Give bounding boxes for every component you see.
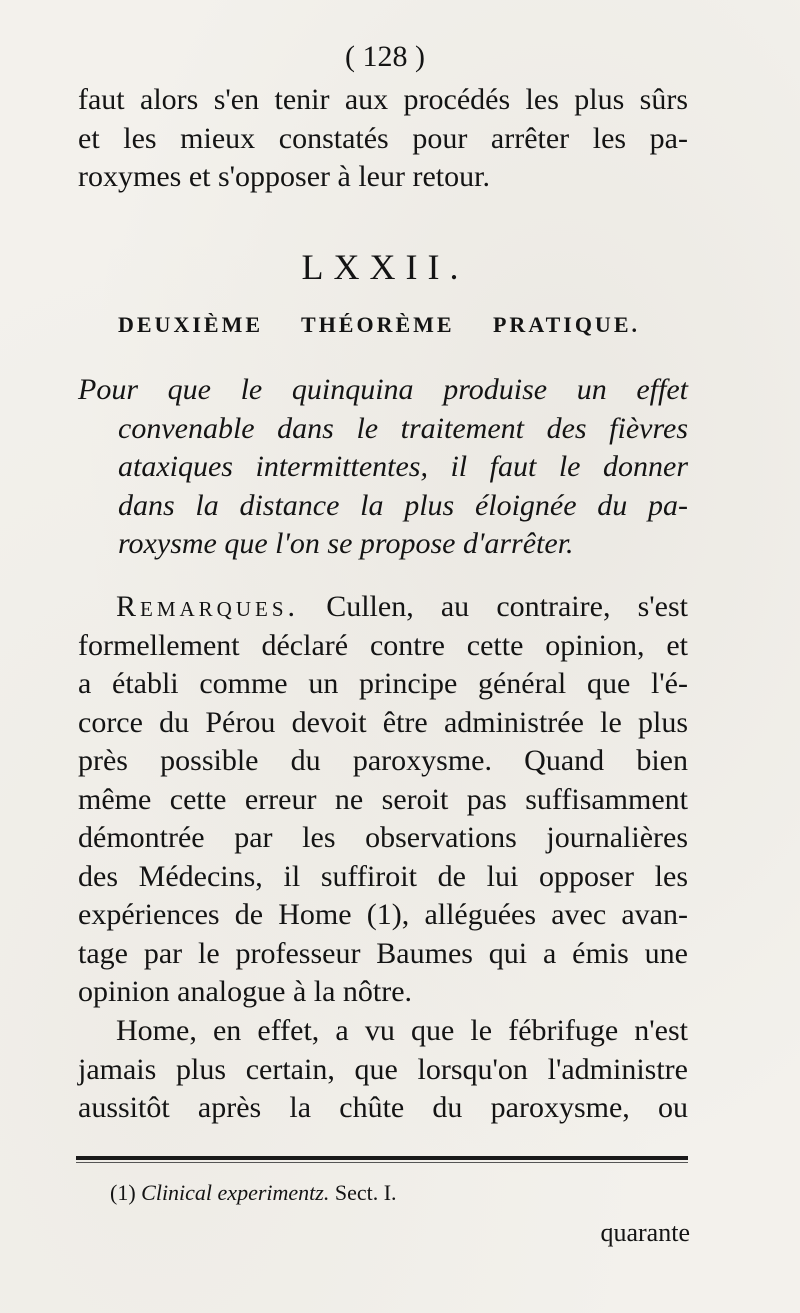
text-line: roxysme que l'on se propose d'arrêter. [118,527,574,560]
text-line: expériences de Home (1), alléguées avec avan- [78,898,688,931]
footnote-marker: (1) [110,1180,136,1205]
text-line: faut alors s'en tenir aux procédés les plus sûrs [78,83,688,116]
home-paragraph [78,1012,688,1128]
text-line: tage par le professeur Baumes qui a émis une [78,936,688,970]
text-line: convenable dans le traitement des fièvres [118,411,688,445]
remarks-first-line: Cullen, au contraire, s'est [326,590,689,623]
footnote-section: Sect. I. [334,1180,397,1205]
text-line: ataxiques intermittentes, il faut le donner [118,450,688,483]
text-line: dans la distance la plus éloignée du pa- [118,488,688,522]
theorem-heading: DEUXIÈME THÉORÈME PRATIQUE. [118,312,640,337]
footnote-rule-thin [76,1162,688,1163]
text-line: aussitôt après la chûte du paroxysme, ou [78,1091,688,1124]
text-line: roxymes et s'opposer à leur retour. [78,160,490,193]
page-number: ( 128 ) [345,40,425,73]
text-line: et les mieux constatés pour arrêter les pa- [78,121,688,155]
section-number: LXXII. [301,247,469,287]
text-line: près possible du paroxysme. Quand bien [78,744,688,777]
theorem-statement [78,371,688,564]
continuation-paragraph [78,81,688,197]
text-line: Home, en effet, a vu que le fébrifuge n'est [116,1014,688,1047]
text-line: Pour que le quinquina produise un effet [78,373,688,406]
remarks-paragraph [78,588,688,1012]
text-line: des Médecins, il suffiroit de lui opposer les [78,859,688,893]
text-line: opinion analogue à la nôtre. [78,975,413,1008]
text-line [78,588,688,627]
footnote-rule [76,1156,688,1160]
remarks-label: Remarques. [116,590,300,623]
text-line: corce du Pérou devoit être administrée le plus [78,705,688,739]
text-line: a établi comme un principe général que l'é- [78,667,688,700]
text-line: même cette erreur ne seroit pas suffisamment [78,782,688,816]
text-line: démontrée par les observations journalières [78,821,688,854]
footnote [110,1180,397,1206]
text-line: formellement déclaré contre cette opinion, et [78,628,688,662]
catchword: quarante [600,1218,690,1247]
footnote-title: Clinical experimentz. [141,1180,330,1205]
text-line: jamais plus certain, que lorsqu'on l'administre [78,1052,688,1086]
